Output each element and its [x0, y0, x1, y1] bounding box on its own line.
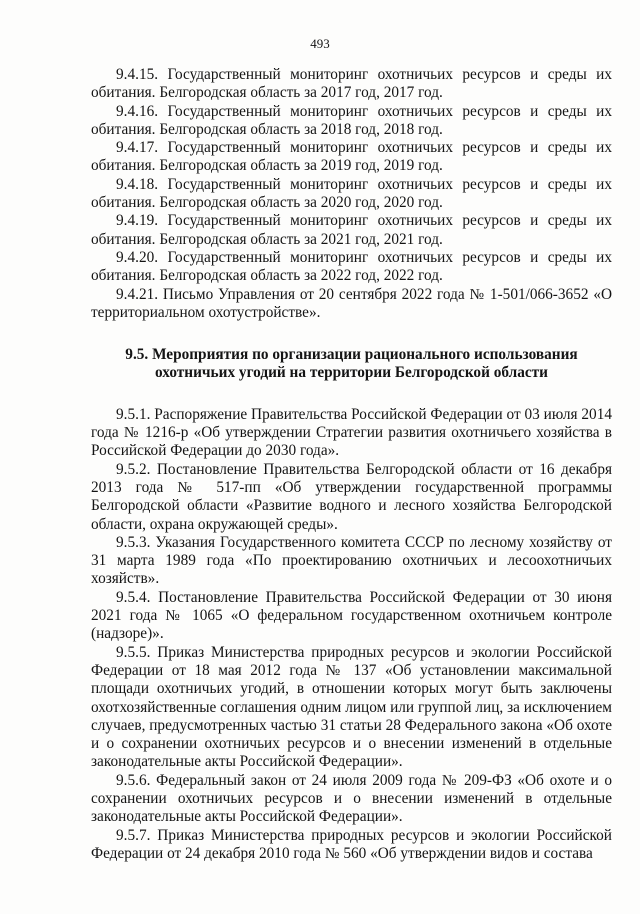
list-item: 9.4.19. Государственный мониторинг охотничьих ресурсов и среды их обитания. Белгородская область за 2021 год, 2021 год. — [91, 212, 612, 248]
list-item: 9.5.6. Федеральный закон от 24 июля 2009 года № 209-ФЗ «Об охоте и о сохранении охотничьих ресурсов и о внесении изменений в отдельные законодательные акты Российской Федерации». — [91, 771, 613, 826]
list-item: 9.4.15. Государственный мониторинг охотничьих ресурсов и среды их обитания. Белгородская область за 2017 год, 2017 год. — [91, 66, 612, 102]
list-item: 9.4.16. Государственный мониторинг охотничьих ресурсов и среды их обитания. Белгородская область за 2018 год, 2018 год. — [91, 102, 612, 138]
list-item: 9.4.21. Письмо Управления от 20 сентября 2022 года № 1-501/066-3652 «О территориальном охотустройстве». — [91, 285, 613, 321]
list-item: 9.4.17. Государственный мониторинг охотничьих ресурсов и среды их обитания. Белгородская область за 2019 год, 2019 год. — [91, 139, 612, 175]
page-content — [91, 66, 612, 863]
section-items — [91, 406, 612, 863]
section-heading-line: охотничьих угодий на территории Белгородской области — [155, 364, 548, 382]
list-item: 9.5.1. Распоряжение Правительства Российской Федерации от 03 июля 2014 года № 1216-р «Об утверждении Стратегии развития охотничьего хозяйства в Российской Федерации до 2030 года». — [91, 405, 612, 460]
page-number: 493 — [310, 36, 330, 51]
references-list — [91, 66, 612, 322]
list-item: 9.5.5. Приказ Министерства природных ресурсов и экологии Российской Федерации от 18 мая 2012 года № 137 «Об установлении максимальной площади охотничьих угодий, в отношении которых могут быть заключены охотхозяйственные соглашения одним лицом или группой лиц, за исключением случаев, предусмотренных частью 31 статьи 28 Федерального закона «Об охоте и о сохранении охотничьих ресурсов и о внесении изменений в отдельные законодательные акты Российской Федерации». — [91, 643, 612, 771]
list-item: 9.5.4. Постановление Правительства Российской Федерации от 30 июня 2021 года № 1065 «О федеральном государственном охотничьем контроле (надзоре)». — [91, 588, 612, 643]
section-heading — [91, 346, 612, 383]
section-heading-line: 9.5. Мероприятия по организации рационального использования — [125, 346, 578, 364]
list-item: 9.4.20. Государственный мониторинг охотничьих ресурсов и среды их обитания. Белгородская область за 2022 год, 2022 год. — [91, 248, 612, 285]
list-item: 9.4.18. Государственный мониторинг охотничьих ресурсов и среды их обитания. Белгородская область за 2020 год, 2020 год. — [91, 175, 612, 212]
list-item: 9.5.7. Приказ Министерства природных ресурсов и экологии Российской Федерации от 24 декабря 2010 года № 560 «Об утверждении видов и состава — [91, 826, 612, 862]
list-item: 9.5.3. Указания Государственного комитета СССР по лесному хозяйству от 31 марта 1989 года «По проектированию охотничьих и лесоохотничьих хозяйств». — [91, 533, 612, 588]
list-item: 9.5.2. Постановление Правительства Белгородской области от 16 декабря 2013 года № 517-пп «Об утверждении государственной программы Белгородской области «Развитие водного и лесного хозяйства Белгородской области, охрана окружающей среды». — [91, 460, 613, 533]
